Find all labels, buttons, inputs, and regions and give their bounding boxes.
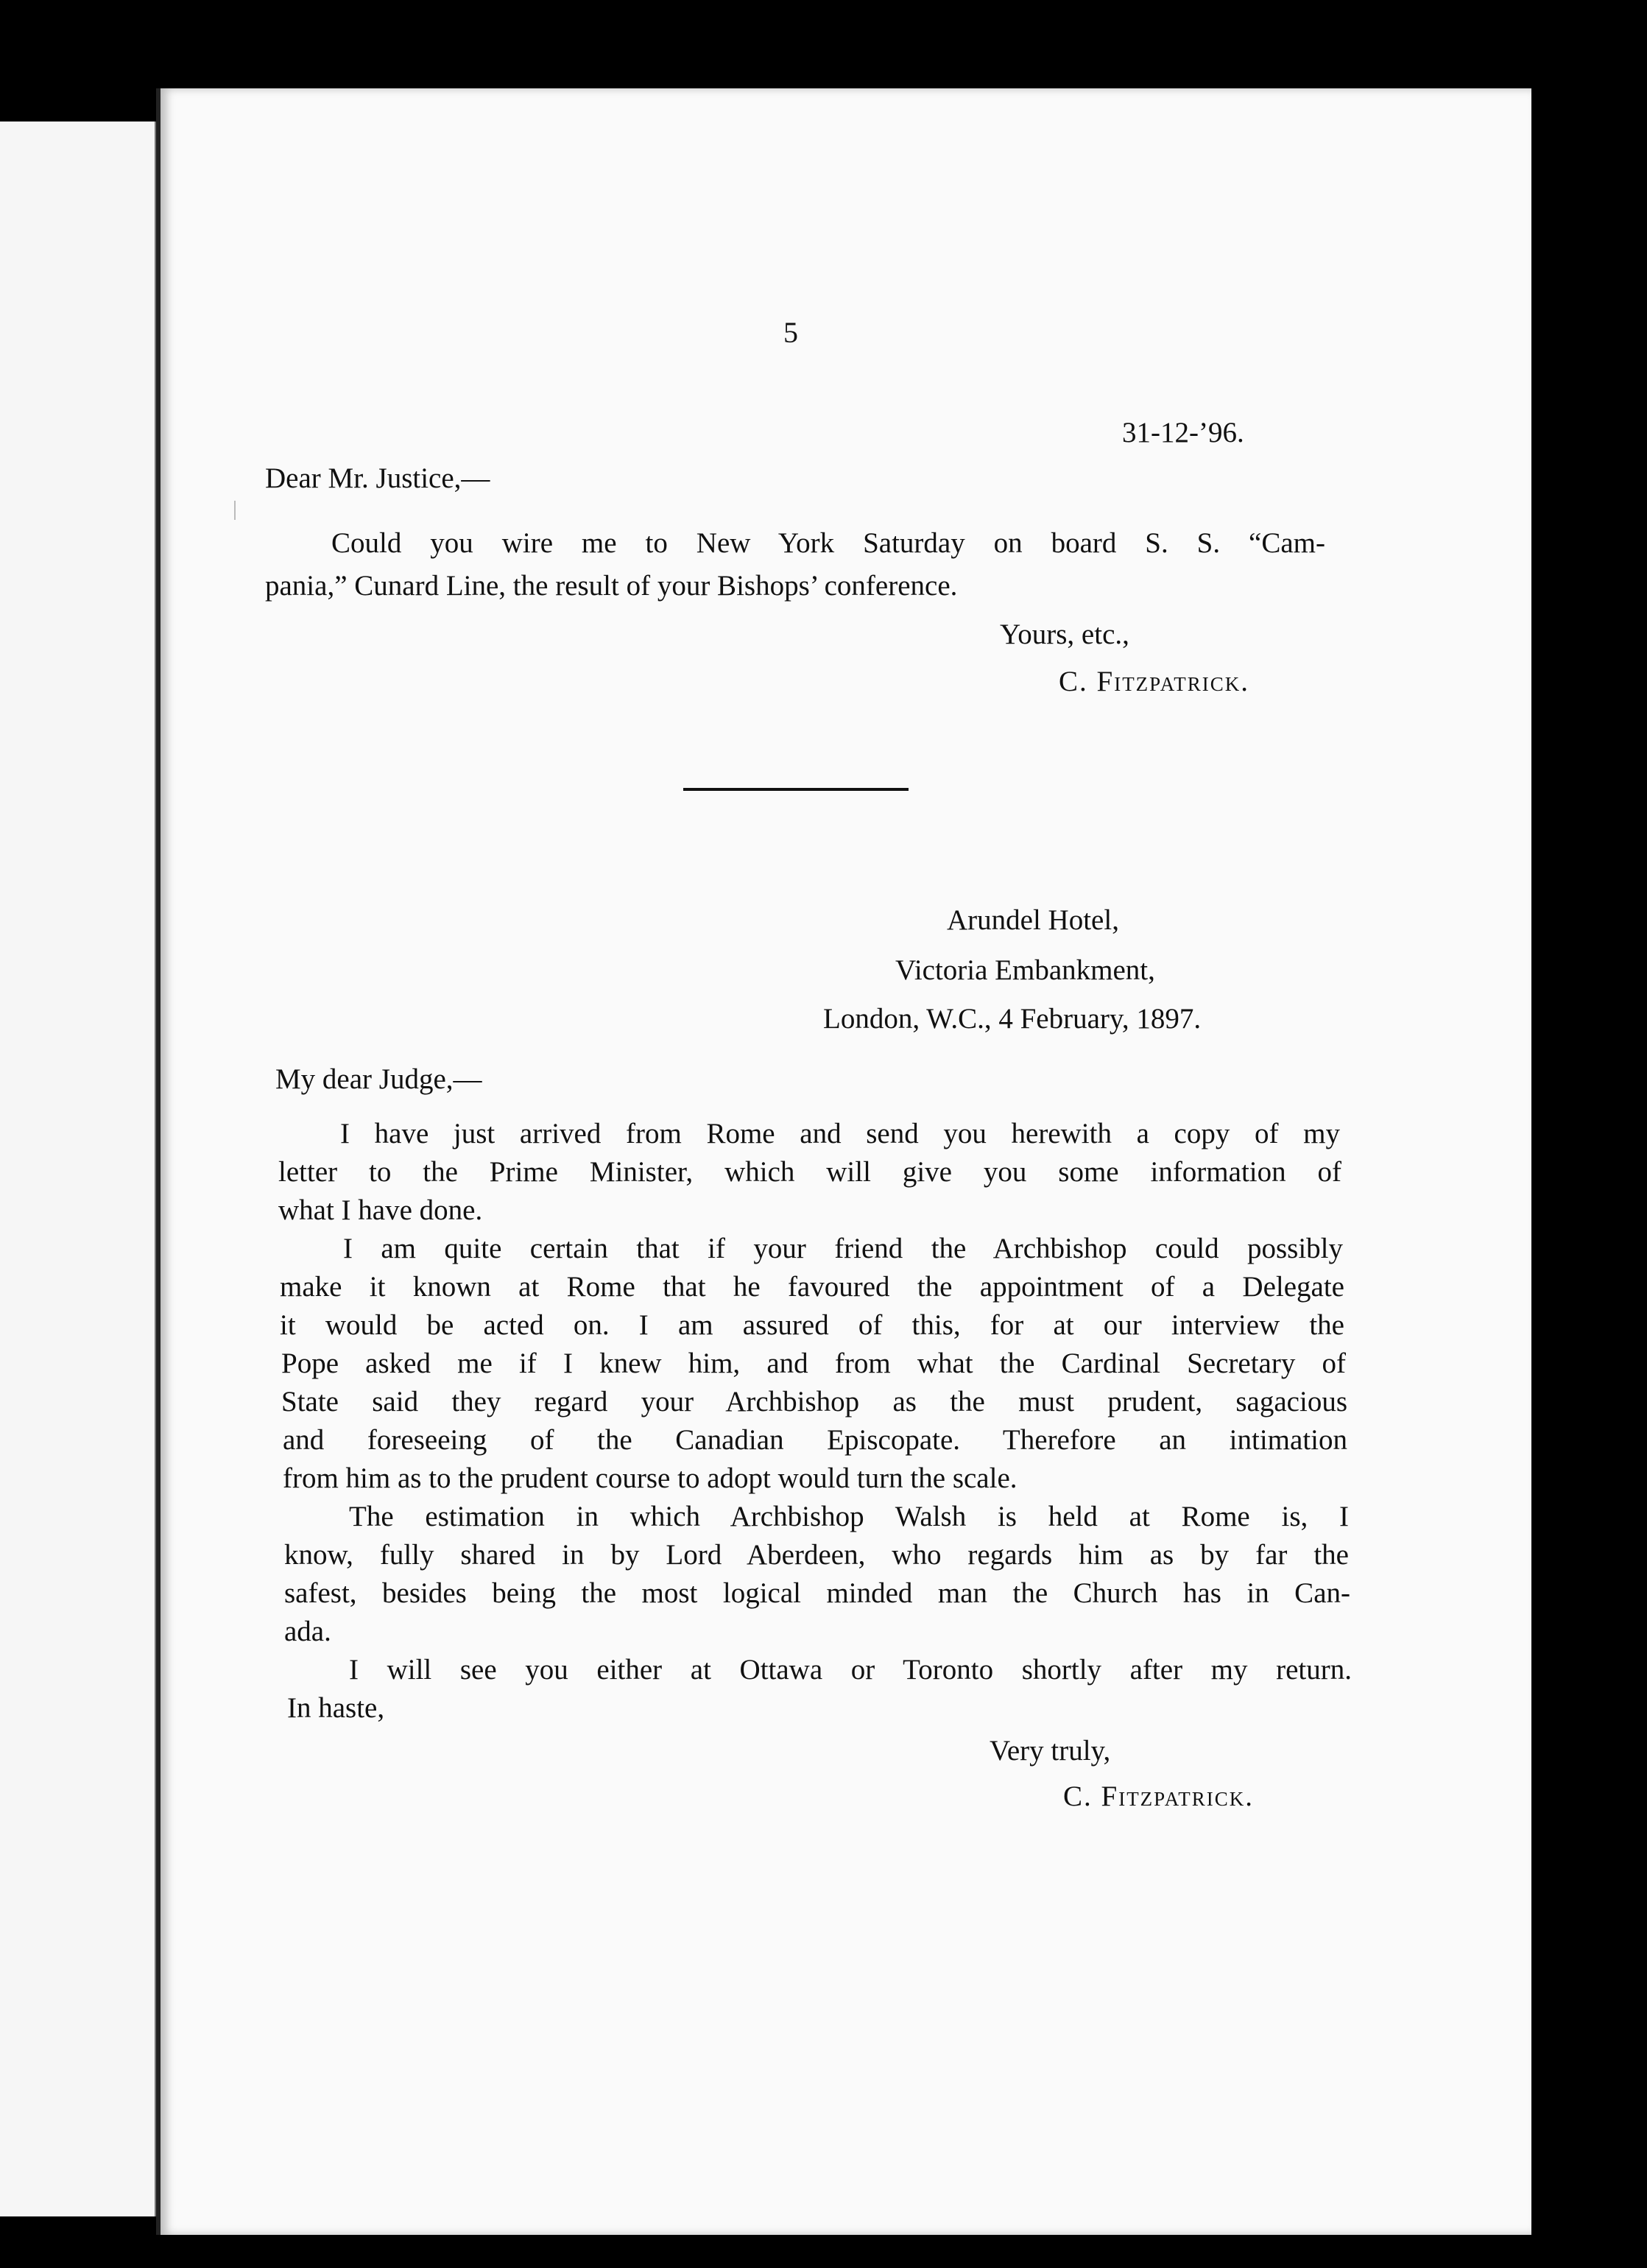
letter2-address-line: Victoria Embankment, [895, 954, 1155, 986]
letter2-body-line: letter to the Prime Minister, which will give you some information of [278, 1156, 1341, 1188]
letter1-body-line: pania,” Cunard Line, the result of your Bishops’ conference. [265, 570, 958, 602]
letter2-body-line: what I have done. [278, 1194, 483, 1226]
letter2-body-line: it would be acted on. I am assured of this, for at our interview the [280, 1309, 1344, 1341]
letter1-date: 31-12-’96. [1122, 417, 1244, 448]
section-divider [683, 788, 909, 791]
letter2-body-line: Pope asked me if I knew him, and from what the Cardinal Secretary of [281, 1348, 1346, 1379]
letter1-closing: Yours, etc., [1000, 619, 1129, 650]
letter2-body-line: safest, besides being the most logical minded man the Church has in Can- [284, 1577, 1350, 1609]
letter2-closing: Very truly, [990, 1735, 1111, 1767]
letter1-signature: C. Fitzpatrick. [1059, 666, 1249, 697]
letter2-body-line: State said they regard your Archbishop as the must prudent, sagacious [281, 1386, 1347, 1418]
letter2-body-line: I have just arrived from Rome and send you herewith a copy of my [340, 1118, 1340, 1149]
document-page [156, 88, 1531, 2235]
letter2-body-line: The estimation in which Archbishop Walsh is held at Rome is, I [349, 1501, 1349, 1532]
letter2-body-line: know, fully shared in by Lord Aberdeen, who regards him as by far the [284, 1539, 1349, 1571]
letter2-body-line: I will see you either at Ottawa or Toronto shortly after my return. [349, 1654, 1352, 1686]
letter2-address-line: Arundel Hotel, [947, 904, 1119, 936]
letter1-body-line: Could you wire me to New York Saturday on board S. S. “Cam- [331, 527, 1325, 559]
letter2-body-line: ada. [284, 1616, 331, 1647]
facing-page-edge [0, 122, 156, 2216]
letter2-body-line: from him as to the prudent course to adopt would turn the scale. [283, 1462, 1018, 1494]
letter2-salutation: My dear Judge,— [275, 1063, 482, 1095]
letter2-address-line: London, W.C., 4 February, 1897. [823, 1003, 1202, 1035]
letter2-body-line: In haste, [287, 1692, 385, 1724]
letter2-body-line: make it known at Rome that he favoured the appointment of a Delegate [280, 1271, 1344, 1303]
letter2-body-line: I am quite certain that if your friend the Archbishop could possibly [343, 1233, 1343, 1264]
margin-mark [234, 501, 236, 520]
page-number: 5 [783, 316, 798, 349]
letter2-signature: C. Fitzpatrick. [1063, 1781, 1254, 1812]
letter1-salutation: Dear Mr. Justice,— [265, 462, 490, 494]
letter2-body-line: and foreseeing of the Canadian Episcopate. Therefore an intimation [283, 1424, 1347, 1456]
